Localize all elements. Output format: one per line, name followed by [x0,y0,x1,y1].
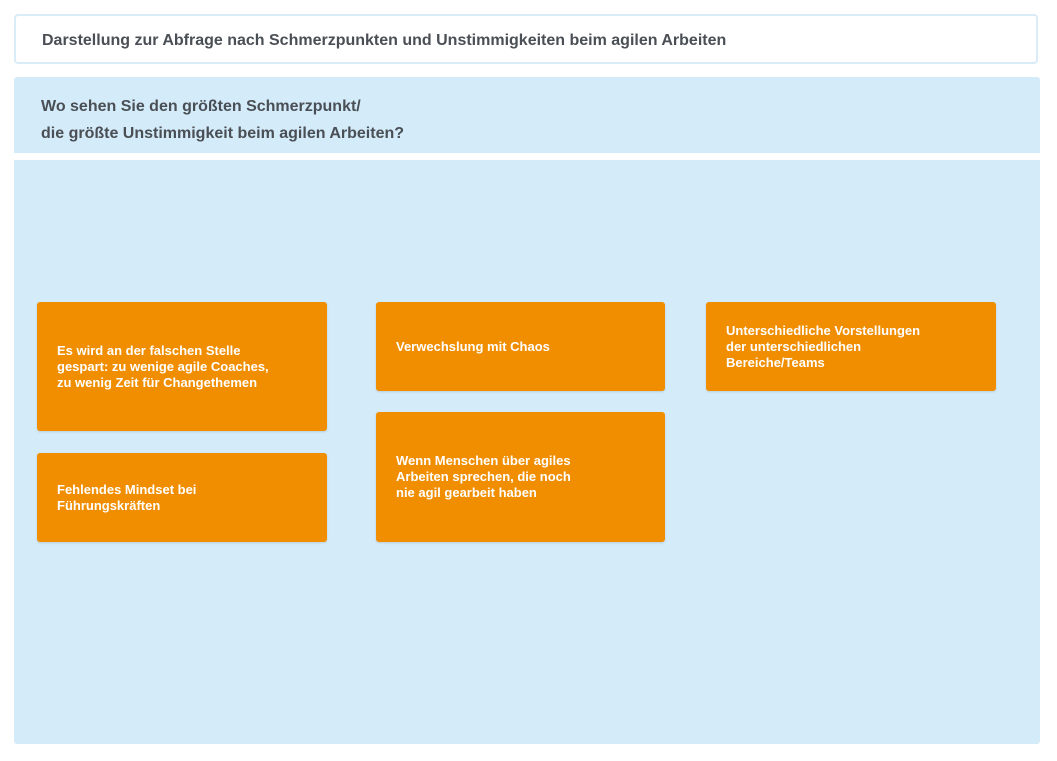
sticky-note-5[interactable] [376,412,665,542]
sticky-note-1[interactable] [37,302,327,431]
sticky-note-text: Fehlendes Mindset bei Führungskräften [57,481,197,513]
sticky-note-2[interactable] [376,302,665,391]
sticky-note-3[interactable] [706,302,996,391]
question-line-2: die größte Unstimmigkeit beim agilen Arbeiten? [41,125,405,142]
sticky-note-text: Es wird an der falschen Stelle gespart: zu wenige agile Coaches, zu wenig Zeit für Changethemen [57,342,269,390]
sticky-note-text: Verwechslung mit Chaos [396,338,550,354]
title-box [14,14,1038,64]
sticky-note-4[interactable] [37,453,327,542]
page-title: Darstellung zur Abfrage nach Schmerzpunkten und Unstimmigkeiten beim agilen Arbeiten [42,32,727,49]
sticky-note-text: Unterschiedliche Vorstellungen der unterschiedlichen Bereiche/Teams [726,322,921,370]
sticky-note-text: Wenn Menschen über agiles Arbeiten sprechen, die noch nie agil gearbeit haben [396,453,571,500]
question-line-1: Wo sehen Sie den größten Schmerzpunkt/ [41,98,361,115]
question-panel [14,77,1040,153]
question-text [41,93,404,147]
